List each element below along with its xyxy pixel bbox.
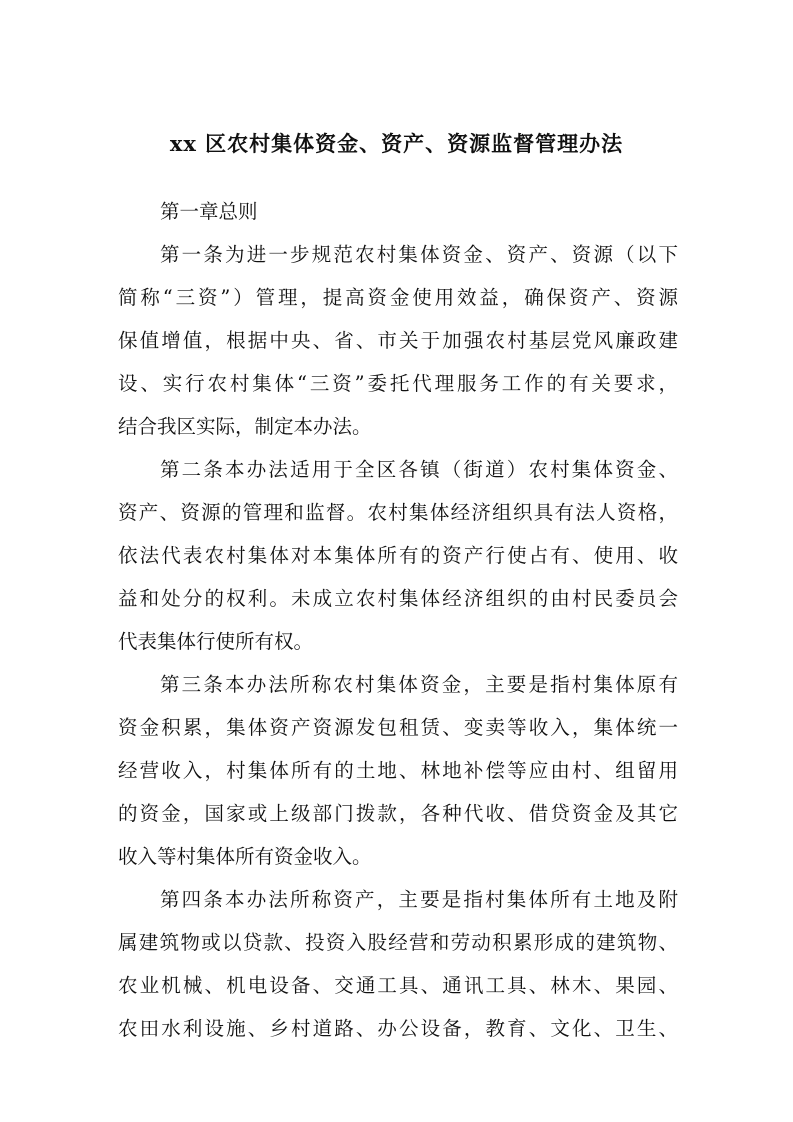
paragraph-2-line-3: 依法代表农村集体对本集体所有的资产行使占有、使用、收 [118,544,678,567]
paragraph-4-line-2: 属建筑物或以贷款、投资入股经营和劳动积累形成的建筑物、 [118,931,678,954]
document-title: xx 区农村集体资金、资产、资源监督管理办法 [169,131,624,156]
paragraph-1-line-5: 结合我区实际，制定本办法。 [118,415,372,438]
paragraph-3-line-1: 第三条本办法所称农村集体资金，主要是指村集体原有 [160,673,678,696]
paragraph-1-line-2: 简称“三资”）管理，提高资金使用效益，确保资产、资源 [118,286,678,309]
paragraph-1-line-4: 设、实行农村集体“三资”委托代理服务工作的有关要求， [118,372,678,395]
paragraph-3-line-5: 收入等村集体所有资金收入。 [118,845,372,868]
paragraph-1-line-3: 保值增值，根据中央、省、市关于加强农村基层党风廉政建 [118,329,678,352]
chapter-heading: 第一章总则 [160,200,258,223]
paragraph-1-line-1: 第一条为进一步规范农村集体资金、资产、资源（以下 [160,243,678,266]
paragraph-2-line-2: 资产、资源的管理和监督。农村集体经济组织具有法人资格， [118,501,678,524]
paragraph-3-line-4: 的资金，国家或上级部门拨款，各种代收、借贷资金及其它 [118,802,678,825]
paragraph-2-line-5: 代表集体行使所有权。 [118,630,314,653]
paragraph-2-line-1: 第二条本办法适用于全区各镇（街道）农村集体资金、 [160,458,678,481]
paragraph-3-line-2: 资金积累，集体资产资源发包租赁、变卖等收入，集体统一 [118,716,678,739]
paragraph-4-line-3: 农业机械、机电设备、交通工具、通讯工具、林木、果园、 [118,974,678,997]
paragraph-4-line-1: 第四条本办法所称资产，主要是指村集体所有土地及附 [160,888,678,911]
paragraph-2-line-4: 益和处分的权利。未成立农村集体经济组织的由村民委员会 [118,587,678,610]
paragraph-3-line-3: 经营收入，村集体所有的土地、林地补偿等应由村、组留用 [118,759,678,782]
paragraph-4-line-4: 农田水利设施、乡村道路、办公设备，教育、文化、卫生、 [118,1017,678,1040]
